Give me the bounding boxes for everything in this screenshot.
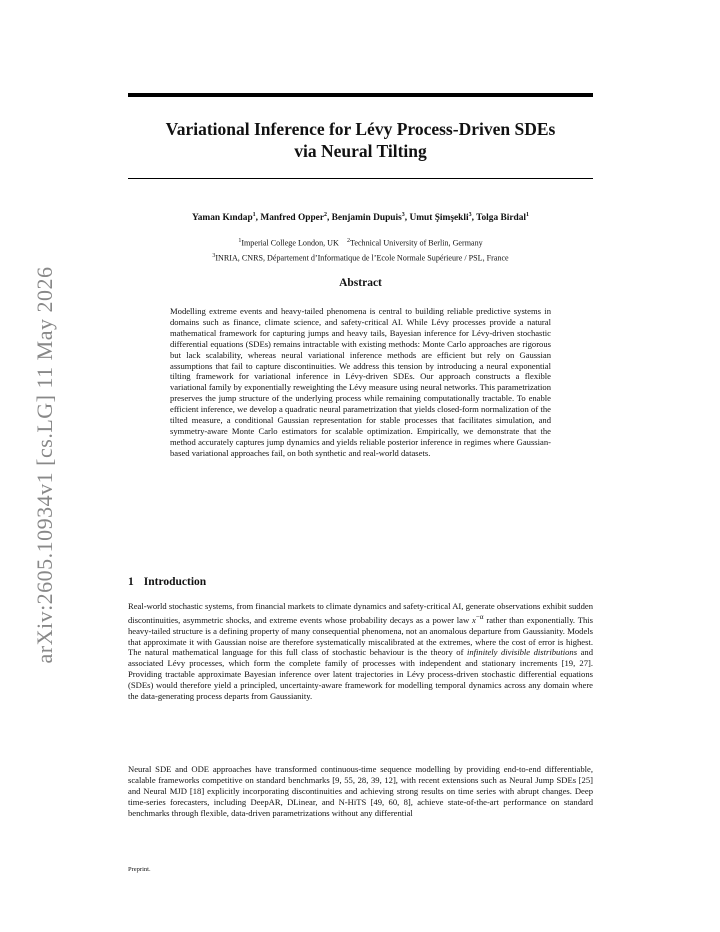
title-bottom-rule xyxy=(128,178,593,179)
section-heading-introduction xyxy=(128,576,206,588)
emphasis-text: infinitely divisible distributions xyxy=(466,647,578,658)
paragraph-text: rather than exponentially. This heavy-tailed structure is a defining property of many consequential phenomena, not an anomalous departure from Gaussianity. Models that approximate it with Gaussian noise are therefore systematically miscalibrated at the extremes, where the cost of error is highest. The natural mathematical language for this full class of stochastic behaviour is the theory of xyxy=(128,614,593,658)
abstract-text: Modelling extreme events and heavy-tailed phenomena is central to building reliable predictive systems in domains such as finance, climate science, and safety-critical AI. While Lévy processes provide a natural mathematical framework for capturing jumps and heavy tails, Bayesian inference for Lévy-driven stochastic differential equations (SDEs) remains intractable with existing methods: Monte Carlo approaches are rigorous but lack scalability, whereas neural variational inference methods are efficient but rely on Gaussian assumptions that fail to capture discontinuities. We address this tension by introducing a neural exponential tilting framework for variational inference in Lévy-driven SDEs. Our approach constructs a flexible variational family by exponentially reweighting the Lévy measure using neural networks. This parametrization preserves the jump structure of the underlying process while remaining computationally tractable. To enable efficient inference, we develop a quadratic neural parametrization that yields closed-form normalization of the tilted measure, a conditional Gaussian representation for stable processes that facilitates simulation, and symmetry-aware Monte Carlo estimators for scalable optimization. Empirically, we demonstrate that the method accurately captures jump dynamics and yields reliable posterior inference in regimes where Gaussian-based variational approaches fail, on both synthetic and real-world datasets. xyxy=(170,306,551,458)
affiliation-mark: 3 xyxy=(212,252,216,259)
abstract-heading: Abstract xyxy=(339,277,382,289)
affiliation-imperial: Imperial College London, UK xyxy=(241,238,339,248)
author-name: Manfred Opper xyxy=(260,213,324,224)
author-name: Benjamin Dupuis xyxy=(331,213,402,224)
title-top-rule xyxy=(128,93,593,97)
affiliation-mark: 2 xyxy=(346,238,350,244)
affiliation-line-2 xyxy=(128,250,593,265)
affiliations xyxy=(128,235,593,264)
intro-paragraph-1 xyxy=(128,601,593,702)
title-line-2: via Neural Tilting xyxy=(294,141,427,161)
footer-note: Preprint. xyxy=(128,866,151,873)
arxiv-identifier: arXiv:2605.10934v1 [cs.LG] 11 May 2026 xyxy=(32,266,57,664)
title-line-1: Variational Inference for Lévy Process-Driven SDEs xyxy=(165,119,556,139)
author-affiliation-mark: 1 xyxy=(526,212,530,218)
author-affiliation-mark: 2 xyxy=(323,212,327,218)
author-affiliation-mark: 3 xyxy=(401,212,405,218)
author-name: Tolga Birdal xyxy=(476,213,527,224)
author-name: Yaman Kındap xyxy=(191,213,253,224)
paper-title xyxy=(128,118,593,162)
affiliation-line-1 xyxy=(128,235,593,250)
affiliation-inria: INRIA, CNRS, Département d’Informatique de l’Ecole Normale Supérieure / PSL, France xyxy=(215,253,509,263)
math-exponent: −α xyxy=(475,612,484,621)
intro-paragraph-2: Neural SDE and ODE approaches have transformed continuous-time sequence modelling by providing end-to-end differentiable, scalable frameworks competitive on standard benchmarks [9, 55, 28, 39, 12], with recent extensions such as Neural Jump SDEs [25] and Neural MJD [18] explicitly incorporating discontinuities and achieving strong results on time series with abrupt changes. Deep time-series forecasters, including DeepAR, DLinear, and N-HiTS [49, 60, 8], achieve state-of-the-art performance on standard benchmarks through flexible, data-driven parametrizations without any differential xyxy=(128,764,593,818)
affiliation-mark: 1 xyxy=(238,238,242,244)
author-affiliation-mark: 3 xyxy=(468,212,472,218)
section-number: 1 xyxy=(128,576,134,588)
paragraph-text: and associated Lévy processes, which form the complete family of processes with independent and stationary increments [19, 27]. Providing tractable approximate Bayesian inference over latent trajectories in Lévy process-driven stochastic differential equations (SDEs) would therefore yield a principled, uncertainty-aware framework for modelling temporal dynamics across any domain where the data-generating process departs from Gaussianity. xyxy=(128,647,593,702)
paragraph-text: Real-world stochastic systems, from financial markets to climate dynamics and safety-critical AI, generate observations exhibit sudden discontinuities, asymmetric shocks, and extreme events whose probability decays as a power law xyxy=(128,601,593,625)
author-affiliation-mark: 1 xyxy=(252,212,256,218)
section-title: Introduction xyxy=(143,576,207,588)
affiliation-tu-berlin: Technical University of Berlin, Germany xyxy=(349,238,483,248)
author-name: Umut Şimşekli xyxy=(409,213,469,224)
math-variable: x xyxy=(471,614,476,625)
author-list: Yaman Kındap$^1$, Manfred Opper$^2$, Benjamin Dupuis$^3$, Umut Şimşekli$^3$, Tolga Birdal$^1$ xyxy=(191,212,530,224)
